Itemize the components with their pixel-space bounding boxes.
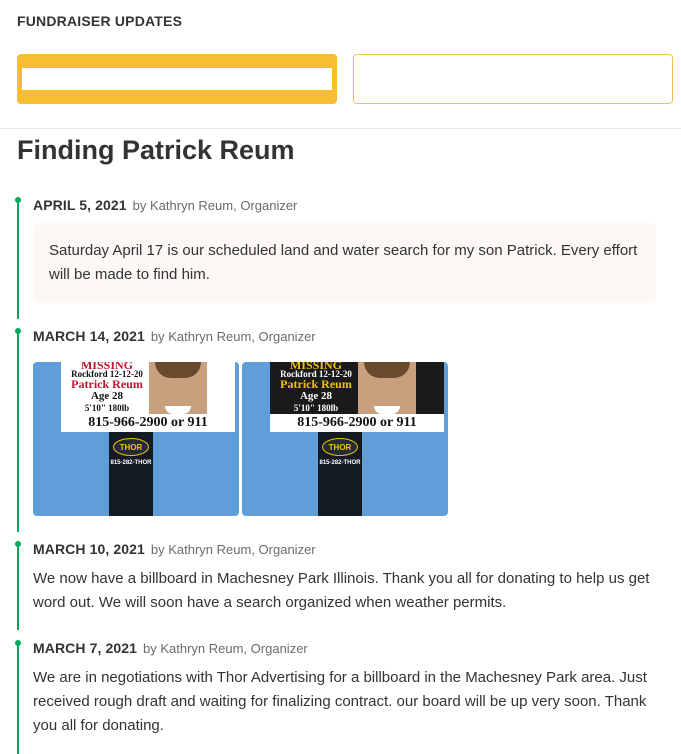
update-date: MARCH 14, 2021 bbox=[33, 328, 145, 344]
timeline-dot bbox=[15, 541, 21, 547]
billboard-phone: 815-966-2900 or 911 bbox=[61, 414, 235, 432]
update-author[interactable]: by Kathryn Reum, Organizer bbox=[132, 198, 298, 213]
billboard-line: Patrick Reum bbox=[280, 377, 352, 391]
billboard-line: 5'10" 180lb bbox=[84, 403, 130, 413]
update-date: MARCH 10, 2021 bbox=[33, 541, 145, 557]
update-date: APRIL 5, 2021 bbox=[33, 197, 127, 213]
timeline-line bbox=[17, 203, 19, 319]
primary-action-button[interactable] bbox=[17, 54, 337, 104]
timeline-dot bbox=[15, 328, 21, 334]
billboard-phone: 815-966-2900 or 911 bbox=[270, 414, 444, 432]
billboard-line: Patrick Reum bbox=[71, 377, 143, 391]
billboard-line: Age 28 bbox=[299, 390, 333, 402]
timeline-line bbox=[17, 334, 19, 532]
thor-logo-icon: THOR bbox=[113, 438, 149, 456]
update-note-box bbox=[33, 223, 656, 303]
update-author[interactable]: by Kathryn Reum, Organizer bbox=[150, 329, 316, 344]
campaign-title: Finding Patrick Reum bbox=[17, 135, 295, 165]
timeline-dot bbox=[15, 640, 21, 646]
update-author[interactable]: by Kathryn Reum, Organizer bbox=[150, 542, 316, 557]
billboard-line: Rockford 12-12-20 bbox=[71, 369, 143, 379]
fundraiser-updates-title: FUNDRAISER UPDATES bbox=[17, 13, 183, 29]
billboard-post bbox=[318, 422, 362, 516]
billboard-sub-text: 815-282-THOR bbox=[319, 460, 361, 466]
timeline-dot bbox=[15, 197, 21, 203]
update-header bbox=[33, 328, 316, 346]
update-author[interactable]: by Kathryn Reum, Organizer bbox=[143, 641, 308, 656]
page-header bbox=[0, 0, 681, 129]
billboard-line: Rockford 12-12-20 bbox=[280, 369, 352, 379]
update-photo-billboard[interactable] bbox=[33, 362, 239, 516]
timeline-line bbox=[17, 547, 19, 630]
update-text: We now have a billboard in Machesney Park Illinois. Thank you all for donating to help us get word out. We will soon have a search organized when weather permits. bbox=[33, 570, 650, 611]
billboard-post bbox=[109, 422, 153, 516]
billboard-line: MISSING bbox=[80, 362, 133, 372]
update-text: Saturday April 17 is our scheduled land and water search for my son Patrick. Every effort will be made to find him. bbox=[49, 242, 638, 283]
update-header bbox=[33, 541, 316, 559]
primary-action-button-label-area bbox=[22, 68, 332, 90]
update-text: We are in negotiations with Thor Advertising for a billboard in the Machesney Park area. Just received rough draft and waiting for finalizing contract. our board will be up very soon. Thank you all for donating. bbox=[33, 669, 647, 734]
update-photo-billboard[interactable] bbox=[242, 362, 448, 516]
update-header bbox=[33, 197, 297, 215]
update-date: MARCH 7, 2021 bbox=[33, 640, 138, 656]
billboard-sub-text: 815-282-THOR bbox=[110, 460, 152, 466]
billboard-line: MISSING bbox=[289, 362, 342, 372]
thor-logo-icon: THOR bbox=[322, 438, 358, 456]
secondary-action-button[interactable] bbox=[353, 54, 673, 104]
billboard-line: Age 28 bbox=[90, 390, 124, 402]
billboard-line: 5'10" 180lb bbox=[293, 403, 339, 413]
update-header bbox=[33, 640, 308, 658]
timeline-line bbox=[17, 646, 19, 754]
